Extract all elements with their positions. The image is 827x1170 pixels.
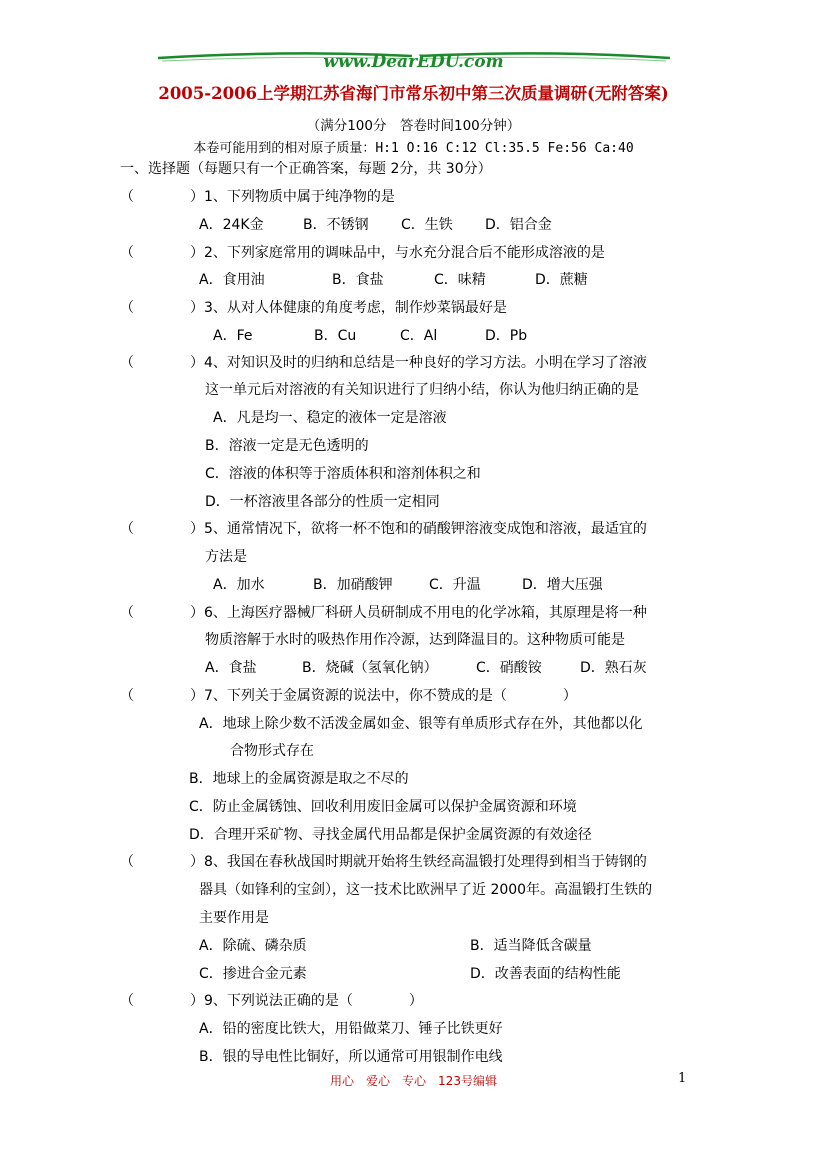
question-1-option-a: A．24K金 [199,217,264,233]
question-8-option-a: A．除硫、磷杂质 [199,938,307,954]
question-9-stem: （ ）9、下列说法正确的是（ ） [120,993,423,1009]
question-8-stem-line-2: 器具（如锋利的宝剑），这一技术比欧洲早了近 2000年。高温锻打生铁的 [199,882,653,898]
atomic-mass-note: 本卷可能用到的相对原子质量：H:1 O:16 C:12 Cl:35.5 Fe:56 Ca:40 [193,141,634,156]
question-2-option-a: A．食用油 [199,272,265,288]
question-5-option-d: D．增大压强 [522,577,603,593]
question-8-stem-line-3: 主要作用是 [199,910,269,926]
question-6-option-b: B．烧碱（氢氧化钠） [302,660,438,676]
page-title: 2005-2006上学期江苏省海门市常乐初中第三次质量调研(无附答案) [158,84,669,103]
question-2-option-d: D．蔗糖 [535,272,588,288]
question-7-option-d: D．合理开采矿物、寻找金属代用品都是保护金属资源的有效途径 [189,827,592,843]
question-5-stem-line-1: （ ）5、通常情况下，欲将一杯不饱和的硝酸钾溶液变成饱和溶液，最适宜的 [120,521,647,537]
question-8-option-c: C．掺进合金元素 [199,966,307,982]
question-6-option-d: D．熟石灰 [580,660,647,676]
page-number: 1 [678,1071,687,1086]
footer-note: 用心 爱心 专心 123号编辑 [330,1074,497,1088]
question-4-option-b: B．溶液一定是无色透明的 [205,438,369,454]
question-3-stem: （ ）3、从对人体健康的角度考虑，制作炒菜锅最好是 [120,300,507,316]
question-1-stem: （ ）1、下列物质中属于纯净物的是 [120,189,395,205]
question-6-stem-line-2: 物质溶解于水时的吸热作用作冷源，达到降温目的。这种物质可能是 [205,632,625,648]
question-9-option-a: A．铅的密度比铁大，用铅做菜刀、锤子比铁更好 [199,1021,503,1037]
question-4-option-a: A．凡是均一、稳定的液体一定是溶液 [213,410,447,426]
question-7-option-a-line-1: A．地球上除少数不活泼金属如金、银等有单质形式存在外，其他都以化 [199,716,643,732]
question-8-option-b: B．适当降低含碳量 [470,938,592,954]
question-3-option-a: A．Fe [213,328,253,344]
question-4-stem-line-2: 这一单元后对溶液的有关知识进行了归纳小结，你认为他归纳正确的是 [205,382,639,398]
question-2-option-c: C．味精 [434,272,486,288]
question-3-option-b: B．Cu [314,328,357,344]
question-2-stem: （ ）2、下列家庭常用的调味品中，与水充分混合后不能形成溶液的是 [120,245,605,261]
exam-info: （满分100分 答卷时间100分钟） [306,118,521,134]
section-heading: 一、选择题（每题只有一个正确答案，每题 2分，共 30分） [120,161,492,177]
question-8-option-d: D．改善表面的结构性能 [470,966,621,982]
question-5-stem-line-2: 方法是 [205,549,247,565]
question-1-option-c: C．生铁 [401,217,453,233]
question-1-option-b: B．不锈钢 [303,217,369,233]
question-4-option-c: C．溶液的体积等于溶质体积和溶剂体积之和 [205,466,481,482]
question-2-option-b: B．食盐 [332,272,384,288]
question-1-option-d: D．铝合金 [485,217,552,233]
question-3-option-c: C．Al [400,328,438,344]
question-4-option-d: D．一杯溶液里各部分的性质一定相同 [205,494,440,510]
question-7-option-b: B．地球上的金属资源是取之不尽的 [189,771,409,787]
site-url[interactable]: www.DearEDU.com [323,52,504,72]
question-3-option-d: D．Pb [485,328,528,344]
question-7-option-a-line-2: 合物形式存在 [230,743,314,759]
question-6-stem-line-1: （ ）6、上海医疗器械厂科研人员研制成不用电的化学冰箱，其原理是将一种 [120,605,647,621]
question-4-stem-line-1: （ ）4、对知识及时的归纳和总结是一种良好的学习方法。小明在学习了溶液 [120,355,647,371]
question-6-option-c: C．硝酸铵 [476,660,542,676]
question-7-stem: （ ）7、下列关于金属资源的说法中，你不赞成的是（ ） [120,688,577,704]
question-9-option-b: B．银的导电性比铜好，所以通常可用银制作电线 [199,1049,503,1065]
question-5-option-a: A．加水 [213,577,265,593]
question-5-option-c: C．升温 [429,577,481,593]
question-7-option-c: C．防止金属锈蚀、回收利用废旧金属可以保护金属资源和环境 [189,799,577,815]
question-6-option-a: A．食盐 [205,660,257,676]
question-5-option-b: B．加硝酸钾 [313,577,393,593]
question-8-stem-line-1: （ ）8、我国在春秋战国时期就开始将生铁经高温锻打处理得到相当于铸钢的 [120,854,647,870]
